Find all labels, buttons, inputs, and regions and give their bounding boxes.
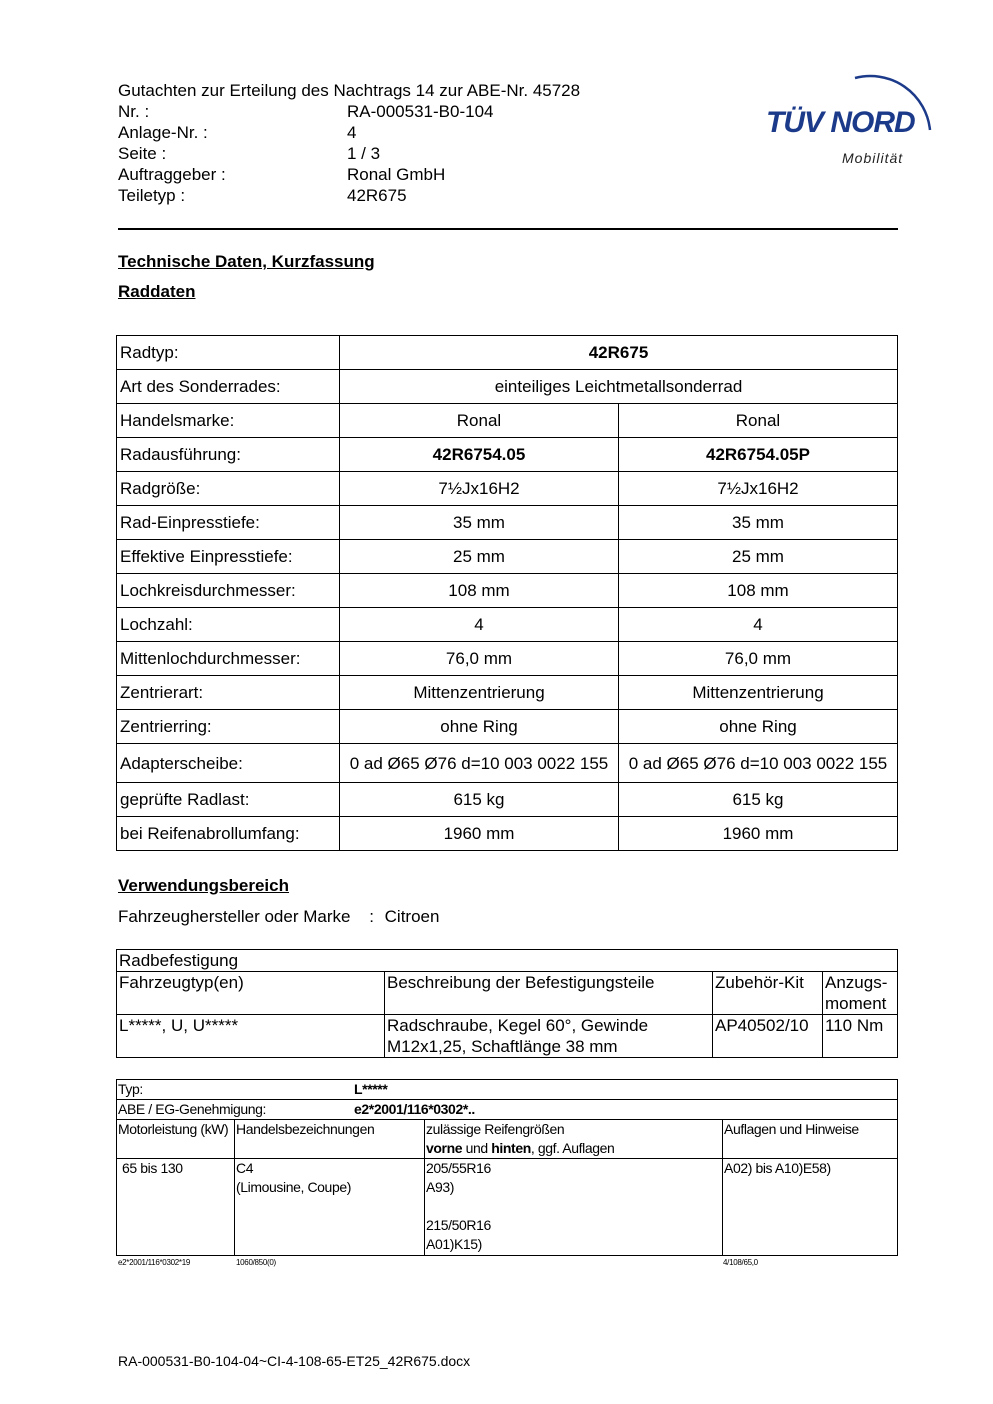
cell-b: 35 mm — [619, 506, 898, 540]
table-row — [117, 370, 898, 404]
table-row — [117, 1080, 898, 1100]
tyre-size: 215/50R16 — [426, 1217, 491, 1233]
tyre-notes: A01)K15) — [426, 1236, 482, 1252]
row-label: Art des Sonderrades: — [117, 370, 340, 404]
type-value: L***** — [354, 1081, 388, 1097]
cell-b: 25 mm — [619, 540, 898, 574]
table-row — [117, 676, 898, 710]
header-row-auftraggeber — [118, 164, 580, 185]
section-title-raddaten: Raddaten — [118, 282, 196, 301]
table-row — [117, 540, 898, 574]
header-divider — [118, 228, 898, 230]
logo-brand: TÜV NORD — [766, 106, 915, 139]
row-label: Radausführung: — [117, 438, 340, 472]
tyres-header-line2 — [426, 1139, 721, 1158]
cell-a: 108 mm — [340, 574, 619, 608]
cell-a: 0 ad Ø65 Ø76 d=10 003 0022 155 — [340, 744, 619, 783]
tyres-front: vorne — [426, 1140, 463, 1156]
fastening-title: Radbefestigung — [117, 950, 898, 972]
cell-a: 76,0 mm — [340, 642, 619, 676]
table-row — [117, 404, 898, 438]
wheel-data-table — [116, 335, 898, 851]
manufacturer-line — [118, 907, 439, 927]
header-value: 42R675 — [347, 186, 407, 205]
table-row — [117, 744, 898, 783]
header-value: Ronal GmbH — [347, 165, 446, 184]
power-cell: 65 bis 130 — [117, 1159, 235, 1256]
document-header — [118, 80, 580, 206]
table-row — [117, 336, 898, 370]
approval-label: ABE / EG-Genehmigung: — [118, 1101, 267, 1117]
table-row — [117, 438, 898, 472]
row-label: Zentrierring: — [117, 710, 340, 744]
header-row-anlage — [118, 122, 580, 143]
table-row — [117, 608, 898, 642]
cell-b: 7½Jx16H2 — [619, 472, 898, 506]
table-row — [117, 506, 898, 540]
row-label: Handelsmarke: — [117, 404, 340, 438]
table-cell: Radschraube, Kegel 60°, Gewinde M12x1,25, Schaftlänge 38 mm — [385, 1015, 713, 1058]
header-value: 4 — [347, 123, 357, 142]
cell-b: 108 mm — [619, 574, 898, 608]
table-row — [117, 1120, 898, 1159]
section-title-technical: Technische Daten, Kurzfassung — [118, 252, 375, 271]
row-label: Mittenlochdurchmesser: — [117, 642, 340, 676]
table-row — [117, 1015, 898, 1058]
header-value: 1 / 3 — [347, 144, 381, 163]
notes-cell: A02) bis A10)E58) — [723, 1159, 898, 1256]
column-header: Auflagen und Hinweise — [723, 1120, 898, 1159]
column-header-tyres — [425, 1120, 723, 1159]
cell-a: 7½Jx16H2 — [340, 472, 619, 506]
table-row — [117, 642, 898, 676]
cell-a: Ronal — [340, 404, 619, 438]
header-title: Gutachten zur Erteilung des Nachtrags 14 zur ABE-Nr. 45728 — [118, 81, 581, 100]
cell-b: 76,0 mm — [619, 642, 898, 676]
tiny-approval-code: e2*2001/116*0302*19 — [118, 1258, 191, 1267]
table-row — [117, 972, 898, 1015]
row-label: Rad-Einpresstiefe: — [117, 506, 340, 540]
header-label: Anlage-Nr. : — [118, 123, 208, 142]
cell-a: 615 kg — [340, 783, 619, 817]
table-row — [117, 1159, 898, 1256]
cell-a: Mittenzentrierung — [340, 676, 619, 710]
row-label: bei Reifenabrollumfang: — [117, 817, 340, 851]
cell-b: ohne Ring — [619, 710, 898, 744]
tyre-notes: A93) — [426, 1179, 454, 1195]
tyres-header-line1: zulässige Reifengrößen — [426, 1121, 565, 1137]
column-header: Handelsbezeichnungen — [235, 1120, 425, 1159]
tyres-and: und — [462, 1140, 492, 1156]
cell-b: 615 kg — [619, 783, 898, 817]
tyres-rear: hinten — [491, 1140, 531, 1156]
row-label: Radtyp: — [117, 336, 340, 370]
vehicle-type-table — [116, 1079, 898, 1256]
logo-subtitle: Mobilität — [842, 150, 904, 166]
column-header: Zubehör-Kit — [713, 972, 823, 1015]
names-cell — [235, 1159, 425, 1256]
cell-a: 1960 mm — [340, 817, 619, 851]
header-label: Nr. : — [118, 102, 150, 121]
section-title-usage: Verwendungsbereich — [118, 876, 289, 895]
header-value: RA-000531-B0-104 — [347, 102, 494, 121]
column-header: Motorleistung (kW) — [117, 1120, 235, 1159]
footer-filename: RA-000531-B0-104-04~CI-4-108-65-ET25_42R675.docx — [118, 1353, 471, 1369]
header-row-nr — [118, 101, 580, 122]
header-row-seite — [118, 143, 580, 164]
table-row — [117, 783, 898, 817]
row-label: Zentrierart: — [117, 676, 340, 710]
table-cell: 110 Nm — [823, 1015, 898, 1058]
row-label: Effektive Einpresstiefe: — [117, 540, 340, 574]
manufacturer-label: Fahrzeughersteller oder Marke — [118, 907, 351, 926]
manufacturer-value: Citroen — [384, 907, 440, 926]
table-row — [117, 710, 898, 744]
tiny-bolt-code: 4/108/65,0 — [723, 1258, 758, 1267]
column-header: Fahrzeugtyp(en) — [117, 972, 385, 1015]
table-row — [117, 472, 898, 506]
table-row — [117, 950, 898, 972]
radtyp-value: 42R675 — [340, 336, 898, 370]
row-label: Lochzahl: — [117, 608, 340, 642]
art-value: einteiliges Leichtmetallsonderrad — [340, 370, 898, 404]
manufacturer-sep: : — [369, 907, 374, 926]
header-label: Seite : — [118, 144, 167, 163]
cell-b: Mittenzentrierung — [619, 676, 898, 710]
cell-a: 42R6754.05 — [340, 438, 619, 472]
name-line: (Limousine, Coupe) — [236, 1179, 351, 1195]
cell-a: 25 mm — [340, 540, 619, 574]
table-row — [117, 1100, 898, 1120]
cell-a: 4 — [340, 608, 619, 642]
cell-b: 1960 mm — [619, 817, 898, 851]
tyre-size: 205/55R16 — [426, 1160, 491, 1176]
cell-b: Ronal — [619, 404, 898, 438]
row-label: Lochkreisdurchmesser: — [117, 574, 340, 608]
tiny-weight-code: 1060/850(0) — [236, 1258, 276, 1267]
tyres-cell — [425, 1159, 723, 1256]
table-cell: L*****, U, U***** — [117, 1015, 385, 1058]
header-label: Teiletyp : — [118, 186, 186, 205]
header-label: Auftraggeber : — [118, 165, 226, 184]
table-row — [117, 817, 898, 851]
row-label: geprüfte Radlast: — [117, 783, 340, 817]
approval-value: e2*2001/116*0302*.. — [354, 1101, 475, 1117]
cell-a: 35 mm — [340, 506, 619, 540]
row-label: Adapterscheibe: — [117, 744, 340, 783]
name-line: C4 — [236, 1160, 254, 1176]
tyres-conditions: , ggf. Auflagen — [530, 1140, 615, 1156]
column-header: Beschreibung der Befestigungsteile — [385, 972, 713, 1015]
row-label: Radgröße: — [117, 472, 340, 506]
cell-b: 4 — [619, 608, 898, 642]
column-header: Anzugs-moment — [823, 972, 898, 1015]
type-row — [117, 1080, 898, 1100]
tuv-nord-logo — [760, 58, 940, 178]
approval-row — [117, 1100, 898, 1120]
cell-a: ohne Ring — [340, 710, 619, 744]
header-row-teiletyp — [118, 185, 580, 206]
cell-b: 0 ad Ø65 Ø76 d=10 003 0022 155 — [619, 744, 898, 783]
fastening-table — [116, 949, 898, 1058]
table-row — [117, 574, 898, 608]
table-cell: AP40502/10 — [713, 1015, 823, 1058]
type-label: Typ: — [118, 1081, 143, 1097]
cell-b: 42R6754.05P — [619, 438, 898, 472]
